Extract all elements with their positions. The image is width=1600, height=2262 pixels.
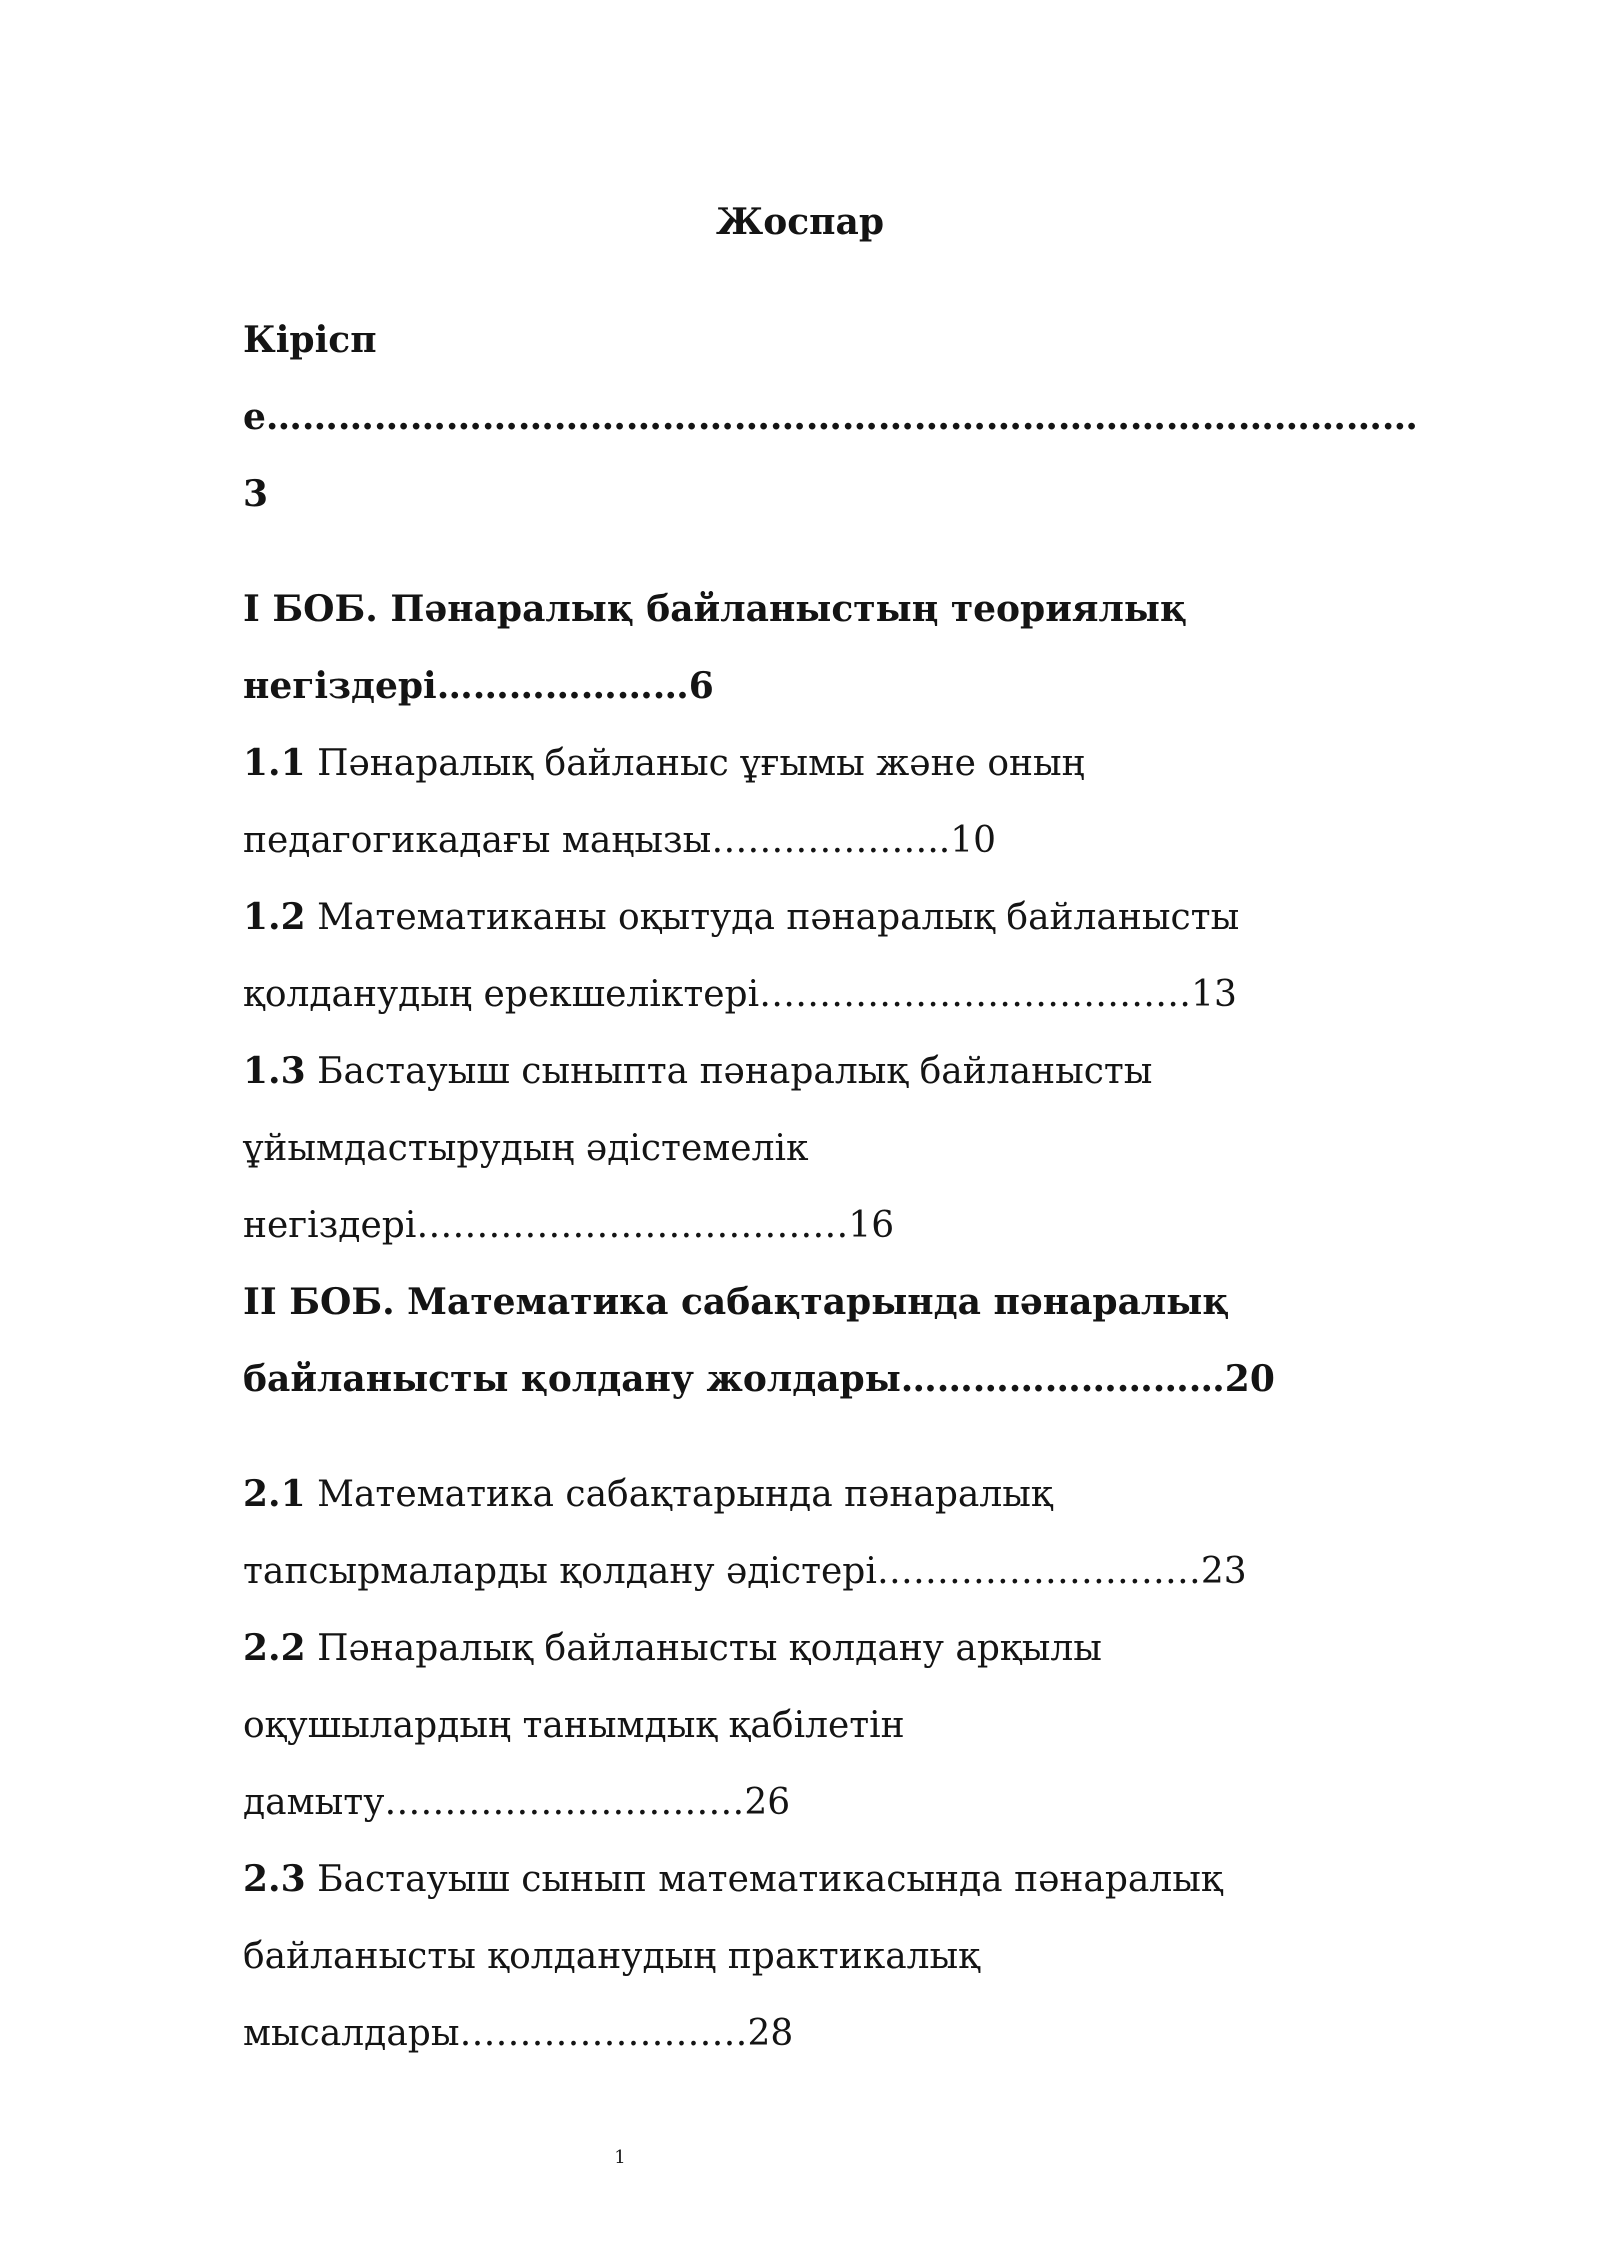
spacer <box>243 533 1363 571</box>
toc-section-1-2-line1 <box>243 879 1363 956</box>
toc-section-1-3-line1 <box>243 1033 1363 1110</box>
toc-intro-text: Кіріспе…………………………………………………………………………………… <box>243 319 1418 438</box>
toc-section-2-2-line2: оқушылардың танымдық қабілетін <box>243 1705 905 1746</box>
toc-intro-line <box>243 302 1418 533</box>
toc-section-1-1-line2: педагогикадағы маңызы………………..10 <box>243 820 997 861</box>
section-title: Пәнаралық байланыс ұғымы және оның <box>305 743 1085 784</box>
toc-section-2-2-line1 <box>243 1610 1363 1687</box>
section-number: 1.3 <box>243 1050 306 1092</box>
toc-section-2-1-line2: тапсырмаларды қолдану әдістері………………………23 <box>243 1551 1247 1592</box>
section-title: Математика сабақтарында пәнаралық <box>305 1474 1053 1515</box>
toc-section-2-3-line2: байланысты қолданудың практикалық <box>243 1936 980 1977</box>
section-title: Пәнаралық байланысты қолдану арқылы <box>305 1628 1102 1669</box>
section-title: Бастауыш сынып математикасында пәнаралық <box>305 1859 1223 1900</box>
section-number: 2.3 <box>243 1858 306 1900</box>
toc-chapter1-line1: І БОБ. Пәнаралық байланыстың теориялық <box>243 588 1187 630</box>
toc-section-1-1-line1 <box>243 725 1363 802</box>
page-title: Жоспар <box>715 201 884 243</box>
section-number: 2.2 <box>243 1627 306 1669</box>
section-title: Бастауыш сыныпта пәнаралық байланысты <box>305 1051 1153 1092</box>
toc-chapter1-line2: негіздері…………………6 <box>243 665 714 707</box>
toc-section-2-2-line3: дамыту…………………………26 <box>243 1782 791 1823</box>
toc-section-1-3-line2: ұйымдастырудың әдістемелік <box>243 1128 809 1169</box>
toc-chapter2-line1: ІІ БОБ. Математика сабақтарында пәнаралық <box>243 1281 1230 1323</box>
page-number: 1 <box>614 2147 626 2168</box>
section-number: 1.1 <box>243 742 306 784</box>
toc-section-1-3-line3: негіздері………………………………16 <box>243 1205 895 1246</box>
toc-section-2-3-line1 <box>243 1841 1363 1918</box>
section-number: 2.1 <box>243 1473 306 1515</box>
toc-intro-page: 3 <box>243 473 269 515</box>
toc-section-2-1-line1 <box>243 1456 1363 1533</box>
toc-section-1-2-line2: қолданудың ерекшеліктері………………………………13 <box>243 974 1237 1015</box>
spacer <box>243 1418 1363 1456</box>
toc-chapter2-line2: байланысты қолдану жолдары………………………20 <box>243 1358 1275 1400</box>
table-of-contents <box>243 302 1418 2072</box>
toc-section-2-3-line3: мысалдары……………………28 <box>243 2013 794 2054</box>
section-title: Математиканы оқытуда пәнаралық байланысты <box>305 897 1240 938</box>
section-number: 1.2 <box>243 896 306 938</box>
